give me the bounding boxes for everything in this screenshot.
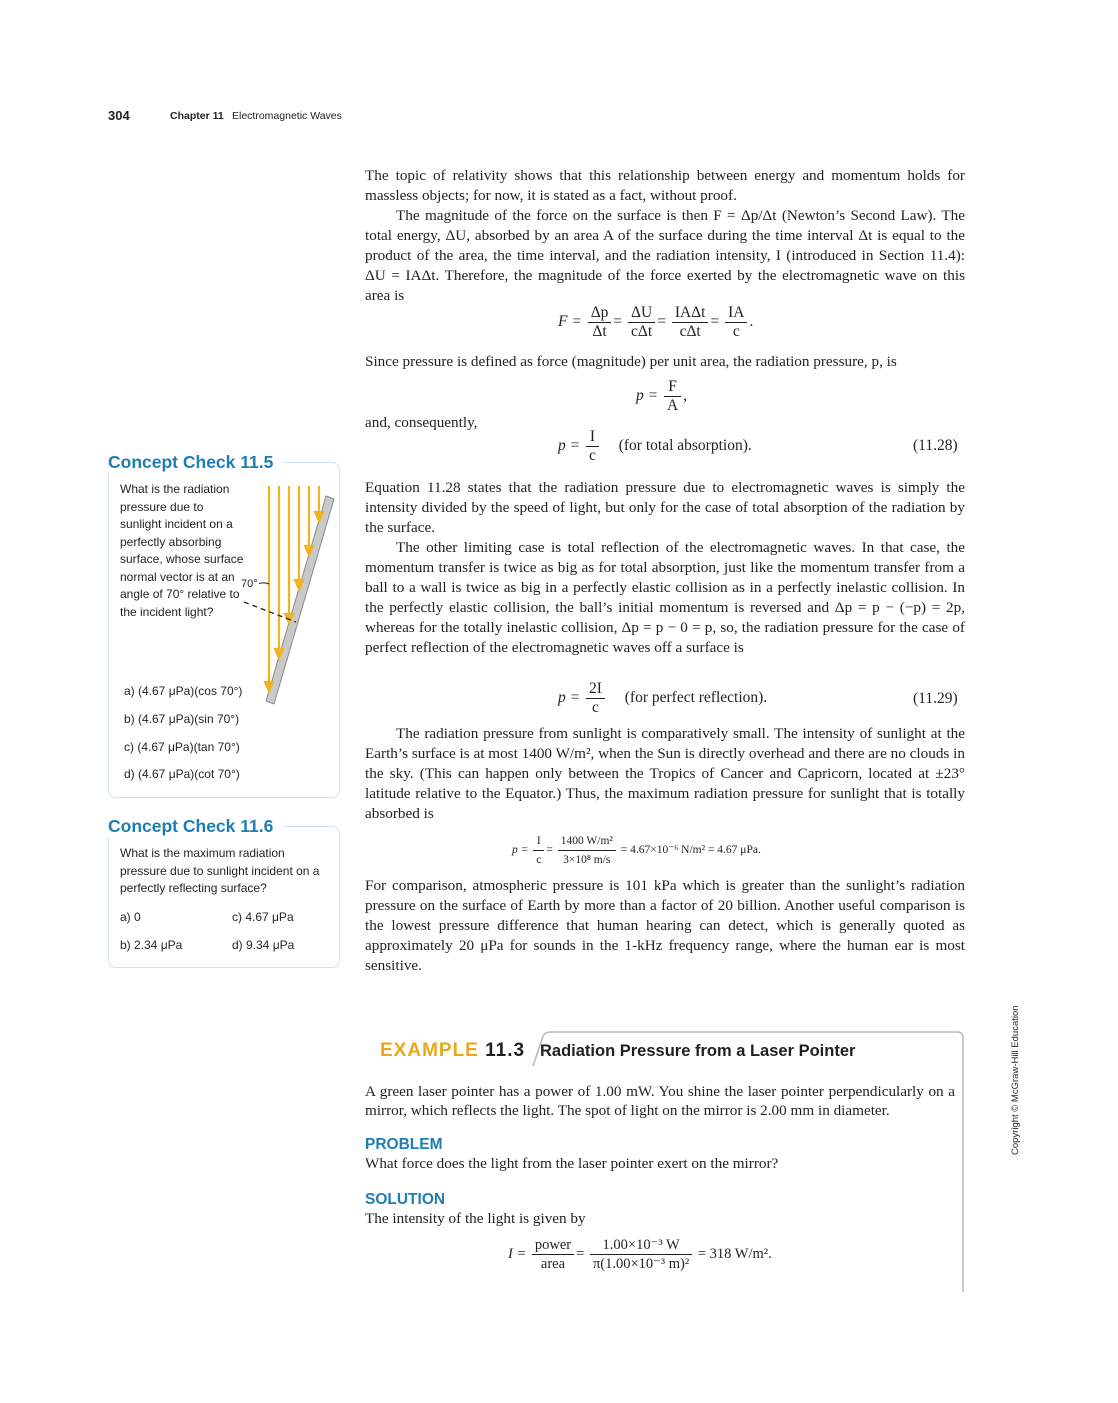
- eq-1128-den: c: [588, 447, 596, 464]
- concept-check-11-5-option-b: b) (4.67 μPa)(sin 70°): [124, 712, 240, 726]
- eq-force-f1-den: Δt: [592, 323, 607, 340]
- paragraph-8: For comparison, atmospheric pressure is 101 kPa which is greater than the sunlight’s radiation pressure on the surface of Earth by more than a factor of 20 billion. Another useful comparison is the lowest pressure difference that human hearing can detect, which is generally quoted as approximately 20 μPa for sounds in the 1-kHz frequency range, where the human ear is most sensitive.: [365, 877, 965, 974]
- equation-intensity: I = $\frac{\text{power}}{\text{area}}$ = $\frac{\text{1.00×10⁻³ W}}{\text{π(1.00×10⁻³ m)²}}$ = 318 W/m².: [508, 1237, 772, 1272]
- concept-check-11-5-option-a: a) (4.67 μPa)(cos 70°): [124, 684, 243, 698]
- sunlight-diagram: [238, 484, 338, 706]
- equation-pressure: p = $\frac{F}{A}$ ,: [636, 378, 688, 414]
- paragraph-4: and, consequently,: [365, 414, 478, 431]
- eq-force-lhs: F =: [558, 313, 582, 331]
- eq-1128-note: (for total absorption).: [618, 437, 752, 455]
- chapter-label: Chapter 11: [170, 110, 224, 122]
- eq-1129-num: 2I: [586, 680, 605, 699]
- concept-check-11-5-title: [108, 452, 283, 473]
- example-label-text: EXAMPLE: [380, 1040, 479, 1061]
- eq-sun-lhs: p =: [512, 844, 529, 857]
- example-number: 11.3: [485, 1040, 526, 1061]
- concept-check-11-5-question: What is the radiation pressure due to sunlight incident on a perfectly absorbing surface, whose surface normal vector is at an angle of 70° relative to the incident light?: [120, 482, 244, 619]
- equation-11-28: [558, 428, 752, 465]
- eq-force-f1-num: Δp: [588, 304, 612, 323]
- copyright-notice: Copyright © McGraw-Hill Education: [1010, 1005, 1021, 1155]
- eq-force-f3-den: cΔt: [679, 323, 701, 340]
- chapter-title: Electromagnetic Waves: [232, 110, 342, 122]
- paragraph-6: The other limiting case is total reflection of the electromagnetic waves. In that case, the momentum transfer is twice as big as for total absorption, just like the momentum transfer from a ball to a wall is twice as big in a perfectly elastic collision as in a perfectly inelastic collision. In the perfectly elastic collision, the ball’s initial momentum is reversed and Δp = p − (−p) = 2p, whereas for the totally inelastic collision, Δp = p − 0 = p, so, the radiation pressure for the case of perfect reflection of the electromagnetic waves off a surface is: [365, 539, 965, 656]
- equation-sunlight: p = $\frac{I}{c}$ = $\frac{\text{1400 W/m²}}{\text{3×10⁸ m/s}}$ = 4.67×10⁻⁶ N/m² = 4.67 μPa.: [512, 832, 761, 869]
- concept-check-11-6-option-b: b) 2.34 μPa: [120, 938, 183, 952]
- eq-force-f2-num: ΔU: [628, 304, 655, 323]
- paragraph-5: Equation 11.28 states that the radiation pressure due to electromagnetic waves is simply the intensity divided by the speed of light, but only for the case of total absorption of the radiation by the surface.: [365, 479, 965, 536]
- eq-intensity-lhs: I =: [508, 1245, 527, 1262]
- eq-pressure-num: F: [664, 378, 681, 397]
- concept-check-11-6-question: What is the maximum radiation pressure due to sunlight incident on a perfectly reflecting surface?: [120, 846, 320, 895]
- concept-check-11-5-label: Concept Check: [108, 452, 236, 472]
- eq-sun-f2-den: 3×10⁸ m/s: [563, 854, 611, 866]
- eq-1129-note: (for perfect reflection).: [624, 689, 768, 707]
- solution-text: The intensity of the light is given by: [365, 1210, 586, 1227]
- concept-check-11-6-option-d: d) 9.34 μPa: [232, 938, 295, 952]
- concept-check-11-5-option-d: d) (4.67 μPa)(cot 70°): [124, 767, 240, 781]
- concept-check-11-6-label: Concept Check: [108, 816, 236, 836]
- example-label: [380, 1040, 525, 1062]
- example-title: Radiation Pressure from a Laser Pointer: [540, 1042, 856, 1060]
- eq-intensity-f1-num: power: [532, 1236, 574, 1255]
- problem-text: What force does the light from the laser pointer exert on the mirror?: [365, 1155, 779, 1172]
- concept-check-11-5-option-c: c) (4.67 μPa)(tan 70°): [124, 740, 240, 754]
- paragraph-1: The topic of relativity shows that this relationship between energy and momentum holds for massless objects; for now, it is stated as a fact, without proof.: [365, 167, 965, 204]
- paragraph-2: The magnitude of the force on the surface is then F = Δp/Δt (Newton’s Second Law). The total energy, ΔU, absorbed by an area A of the surface during the time interval Δt is equal to the product of the area, the time interval, and the radiation intensity, I (introduced in Section 11.4): ΔU = IAΔt. Therefore, the magnitude of the force exerted by the electromagnetic wave on this area is: [365, 207, 965, 304]
- concept-check-11-6-option-a: a) 0: [120, 910, 141, 924]
- eq-sun-f1-num: I: [533, 832, 544, 851]
- eq-force-f4-den: c: [732, 323, 740, 340]
- eq-intensity-rhs: = 318 W/m².: [697, 1245, 772, 1262]
- page-number: 304: [108, 108, 130, 123]
- paragraph-3: Since pressure is defined as force (magnitude) per unit area, the radiation pressure, p, is: [365, 353, 897, 370]
- solution-heading: SOLUTION: [365, 1191, 446, 1208]
- example-intro: A green laser pointer has a power of 1.00 mW. You shine the laser pointer perpendicularly on a mirror, which reflects the light. The spot of light on the mirror is 2.00 mm in diameter.: [365, 1083, 955, 1119]
- body-text-top: [365, 166, 965, 306]
- eq-intensity-f2-den: π(1.00×10⁻³ m)²: [592, 1256, 690, 1272]
- eq-force-f2-den: cΔt: [631, 323, 653, 340]
- body-text-middle: [365, 478, 965, 658]
- eq-force-f3-num: IAΔt: [672, 304, 709, 323]
- concept-check-11-5-number: 11.5: [240, 452, 274, 472]
- equation-force: F = $\frac{\Delta p}{\Delta t}$ = $\frac{\Delta U}{\text{cΔt}}$ = $\frac{\text{IAΔt}}{\text{cΔt}}$ = $\frac{IA}{c}$ .: [558, 304, 754, 340]
- eq-1128-num: I: [586, 428, 599, 447]
- angle-label: 70°: [241, 578, 258, 590]
- eq-intensity-f1-den: area: [540, 1256, 566, 1272]
- eq-1128-lhs: p =: [558, 437, 581, 455]
- eq-intensity-f2-num: 1.00×10⁻³ W: [590, 1236, 692, 1255]
- paragraph-7: The radiation pressure from sunlight is comparatively small. The intensity of sunlight at the Earth’s surface is at most 1400 W/m², when the Sun is directly overhead and there are no clouds in the sky. (This can happen only between the Tropics of Cancer and Capricorn, located at ±23° latitude relative to the Equator.) Thus, the maximum radiation pressure for sunlight that is totally absorbed is: [365, 725, 965, 822]
- concept-check-11-6-option-c: c) 4.67 μPa: [232, 910, 294, 924]
- eq-pressure-den: A: [666, 397, 679, 414]
- eq-1129-lhs: p =: [558, 689, 581, 707]
- equation-number-11-29: (11.29): [913, 690, 958, 707]
- eq-pressure-lhs: p =: [636, 387, 659, 405]
- concept-check-11-6-title: [108, 816, 283, 837]
- eq-sun-f2-num: 1400 W/m²: [558, 832, 616, 851]
- eq-sun-rhs: = 4.67×10⁻⁶ N/m² = 4.67 μPa.: [620, 844, 761, 857]
- eq-force-f4-num: IA: [725, 304, 747, 323]
- equation-11-29: [558, 680, 767, 717]
- eq-sun-f1-den: c: [536, 854, 542, 866]
- concept-check-11-6-number: 11.6: [240, 816, 274, 836]
- eq-1129-den: c: [591, 699, 599, 716]
- equation-number-11-28: (11.28): [913, 437, 958, 454]
- problem-heading: PROBLEM: [365, 1136, 443, 1153]
